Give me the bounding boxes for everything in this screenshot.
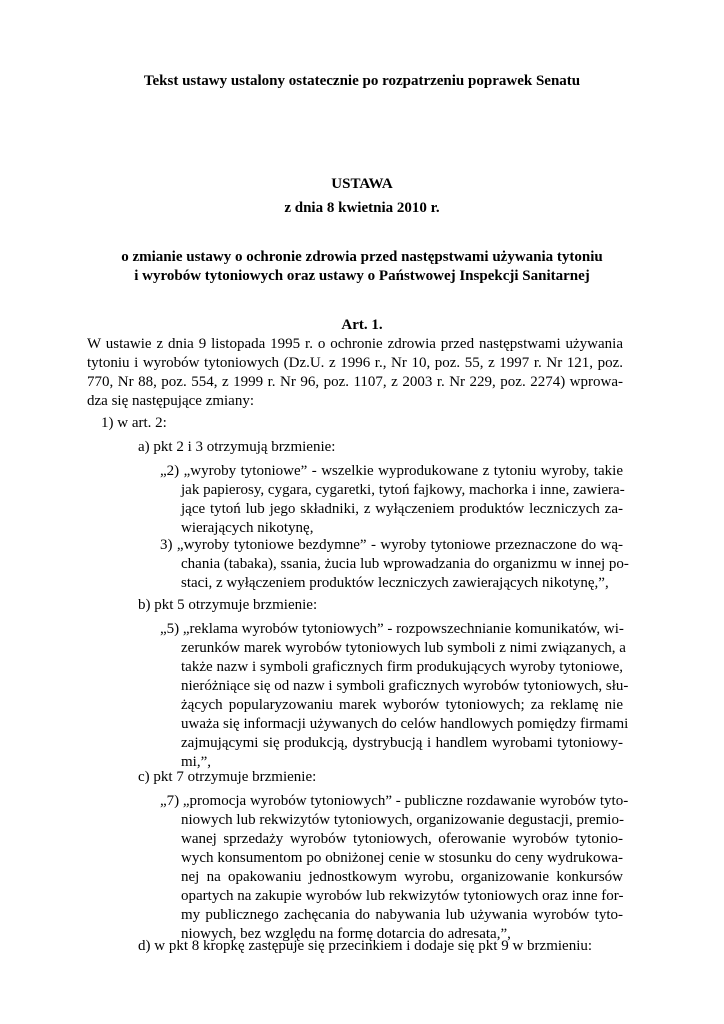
text-line: uważa się informacji używanych do celów handlowych pomiędzy firmami	[181, 716, 629, 732]
text-line: zajmującymi się produkcją, dystrybucją i handlem wyrobami tytoniowy-	[181, 735, 623, 751]
text-line: jak papierosy, cygara, cygaretki, tytoń fajkowy, machorka i inne, zawiera-	[181, 482, 625, 498]
act-subject-line-1: o zmianie ustawy o ochronie zdrowia przed następstwami używania tytoniu	[121, 249, 603, 265]
text-line: staci, z wyłączeniem produktów leczniczych zawierających nikotynę,”,	[181, 575, 609, 591]
text-line: „2) „wyroby tytoniowe” - wszelkie wyprodukowane z tytoniu wyroby, takie	[160, 463, 623, 479]
text-line: opartych na zakupie wyrobów lub rekwizytów tytoniowych oraz inne for-	[181, 888, 624, 904]
text-line: 3) „wyroby tytoniowe bezdymne” - wyroby tytoniowe przeznaczone do wą-	[160, 537, 623, 553]
text-line: niowych lub rekwizytów tytoniowych, organizowanie degustacji, premio-	[181, 812, 624, 828]
letter-a-label: a) pkt 2 i 3 otrzymują brzmienie:	[138, 439, 336, 455]
text-line: tytoniu i wyrobów tytoniowych (Dz.U. z 1996 r., Nr 10, poz. 55, z 1997 r. Nr 121, poz.	[87, 355, 623, 371]
text-line: „7) „promocja wyrobów tytoniowych” - publiczne rozdawanie wyrobów tyto-	[160, 793, 629, 809]
text-line: nej na opakowaniu jednostkowym wyrobu, organizowanie konkursów	[181, 869, 623, 885]
text-line: dza się następujące zmiany:	[87, 393, 255, 409]
text-line: wanej sprzedaży wyrobów tytoniowych, oferowanie wyrobów tytonio-	[181, 831, 623, 847]
text-line: niowych, bez względu na formę dotarcia do adresata,”,	[181, 926, 511, 942]
a-item-2-paragraph	[160, 462, 623, 538]
article-heading: Art. 1.	[341, 317, 383, 333]
document-header-note: Tekst ustawy ustalony ostatecznie po rozpatrzeniu poprawek Senatu	[143, 73, 581, 89]
point-1-label: 1) w art. 2:	[101, 415, 167, 431]
article-intro-paragraph	[87, 335, 623, 411]
b-item-5-paragraph	[160, 620, 629, 772]
text-line: chania (tabaka), ssania, żucia lub wprowadzania do organizmu w innej po-	[181, 556, 629, 572]
text-line: mi,”,	[181, 754, 211, 770]
text-line: także nazw i symboli graficznych firm produkujących wyroby tytoniowe,	[181, 659, 623, 675]
text-line: wierających nikotynę,	[181, 520, 314, 536]
act-type-title: USTAWA	[331, 176, 393, 192]
text-line: wych konsumentom po obniżonej cenie w stosunku do ceny wydrukowa-	[181, 850, 623, 866]
letter-b-label: b) pkt 5 otrzymuje brzmienie:	[138, 597, 318, 613]
act-subject-line-2: i wyrobów tytoniowych oraz ustawy o Państwowej Inspekcji Sanitarnej	[134, 268, 590, 284]
letter-d-label: d) w pkt 8 kropkę zastępuje się przecinkiem i dodaje się pkt 9 w brzmieniu:	[138, 938, 593, 954]
a-item-3-paragraph	[160, 536, 629, 593]
text-line: „5) „reklama wyrobów tytoniowych” - rozpowszechnianie komunikatów, wi-	[160, 621, 624, 637]
text-line: zerunków marek wyrobów tytoniowych lub symboli z nimi związanych, a	[181, 640, 626, 656]
text-line: żących popularyzowaniu marek wyborów tytoniowych; za reklamę nie	[181, 697, 623, 713]
letter-c-label: c) pkt 7 otrzymuje brzmienie:	[138, 769, 317, 785]
c-item-7-paragraph	[160, 792, 629, 944]
act-date: z dnia 8 kwietnia 2010 r.	[284, 200, 440, 216]
text-line: jące tytoń lub jego składniki, z wyłączeniem produktów leczniczych za-	[181, 501, 623, 517]
text-line: my publicznego zachęcania do nabywania lub używania wyrobów tyto-	[181, 907, 623, 923]
text-line: 770, Nr 88, poz. 554, z 1999 r. Nr 96, poz. 1107, z 2003 r. Nr 229, poz. 2274) wprowa-	[87, 374, 623, 390]
text-line: W ustawie z dnia 9 listopada 1995 r. o ochronie zdrowia przed następstwami używania	[87, 336, 623, 352]
text-line: nieróżniące się od nazw i symboli graficznych wyrobów tytoniowych, słu-	[181, 678, 629, 694]
